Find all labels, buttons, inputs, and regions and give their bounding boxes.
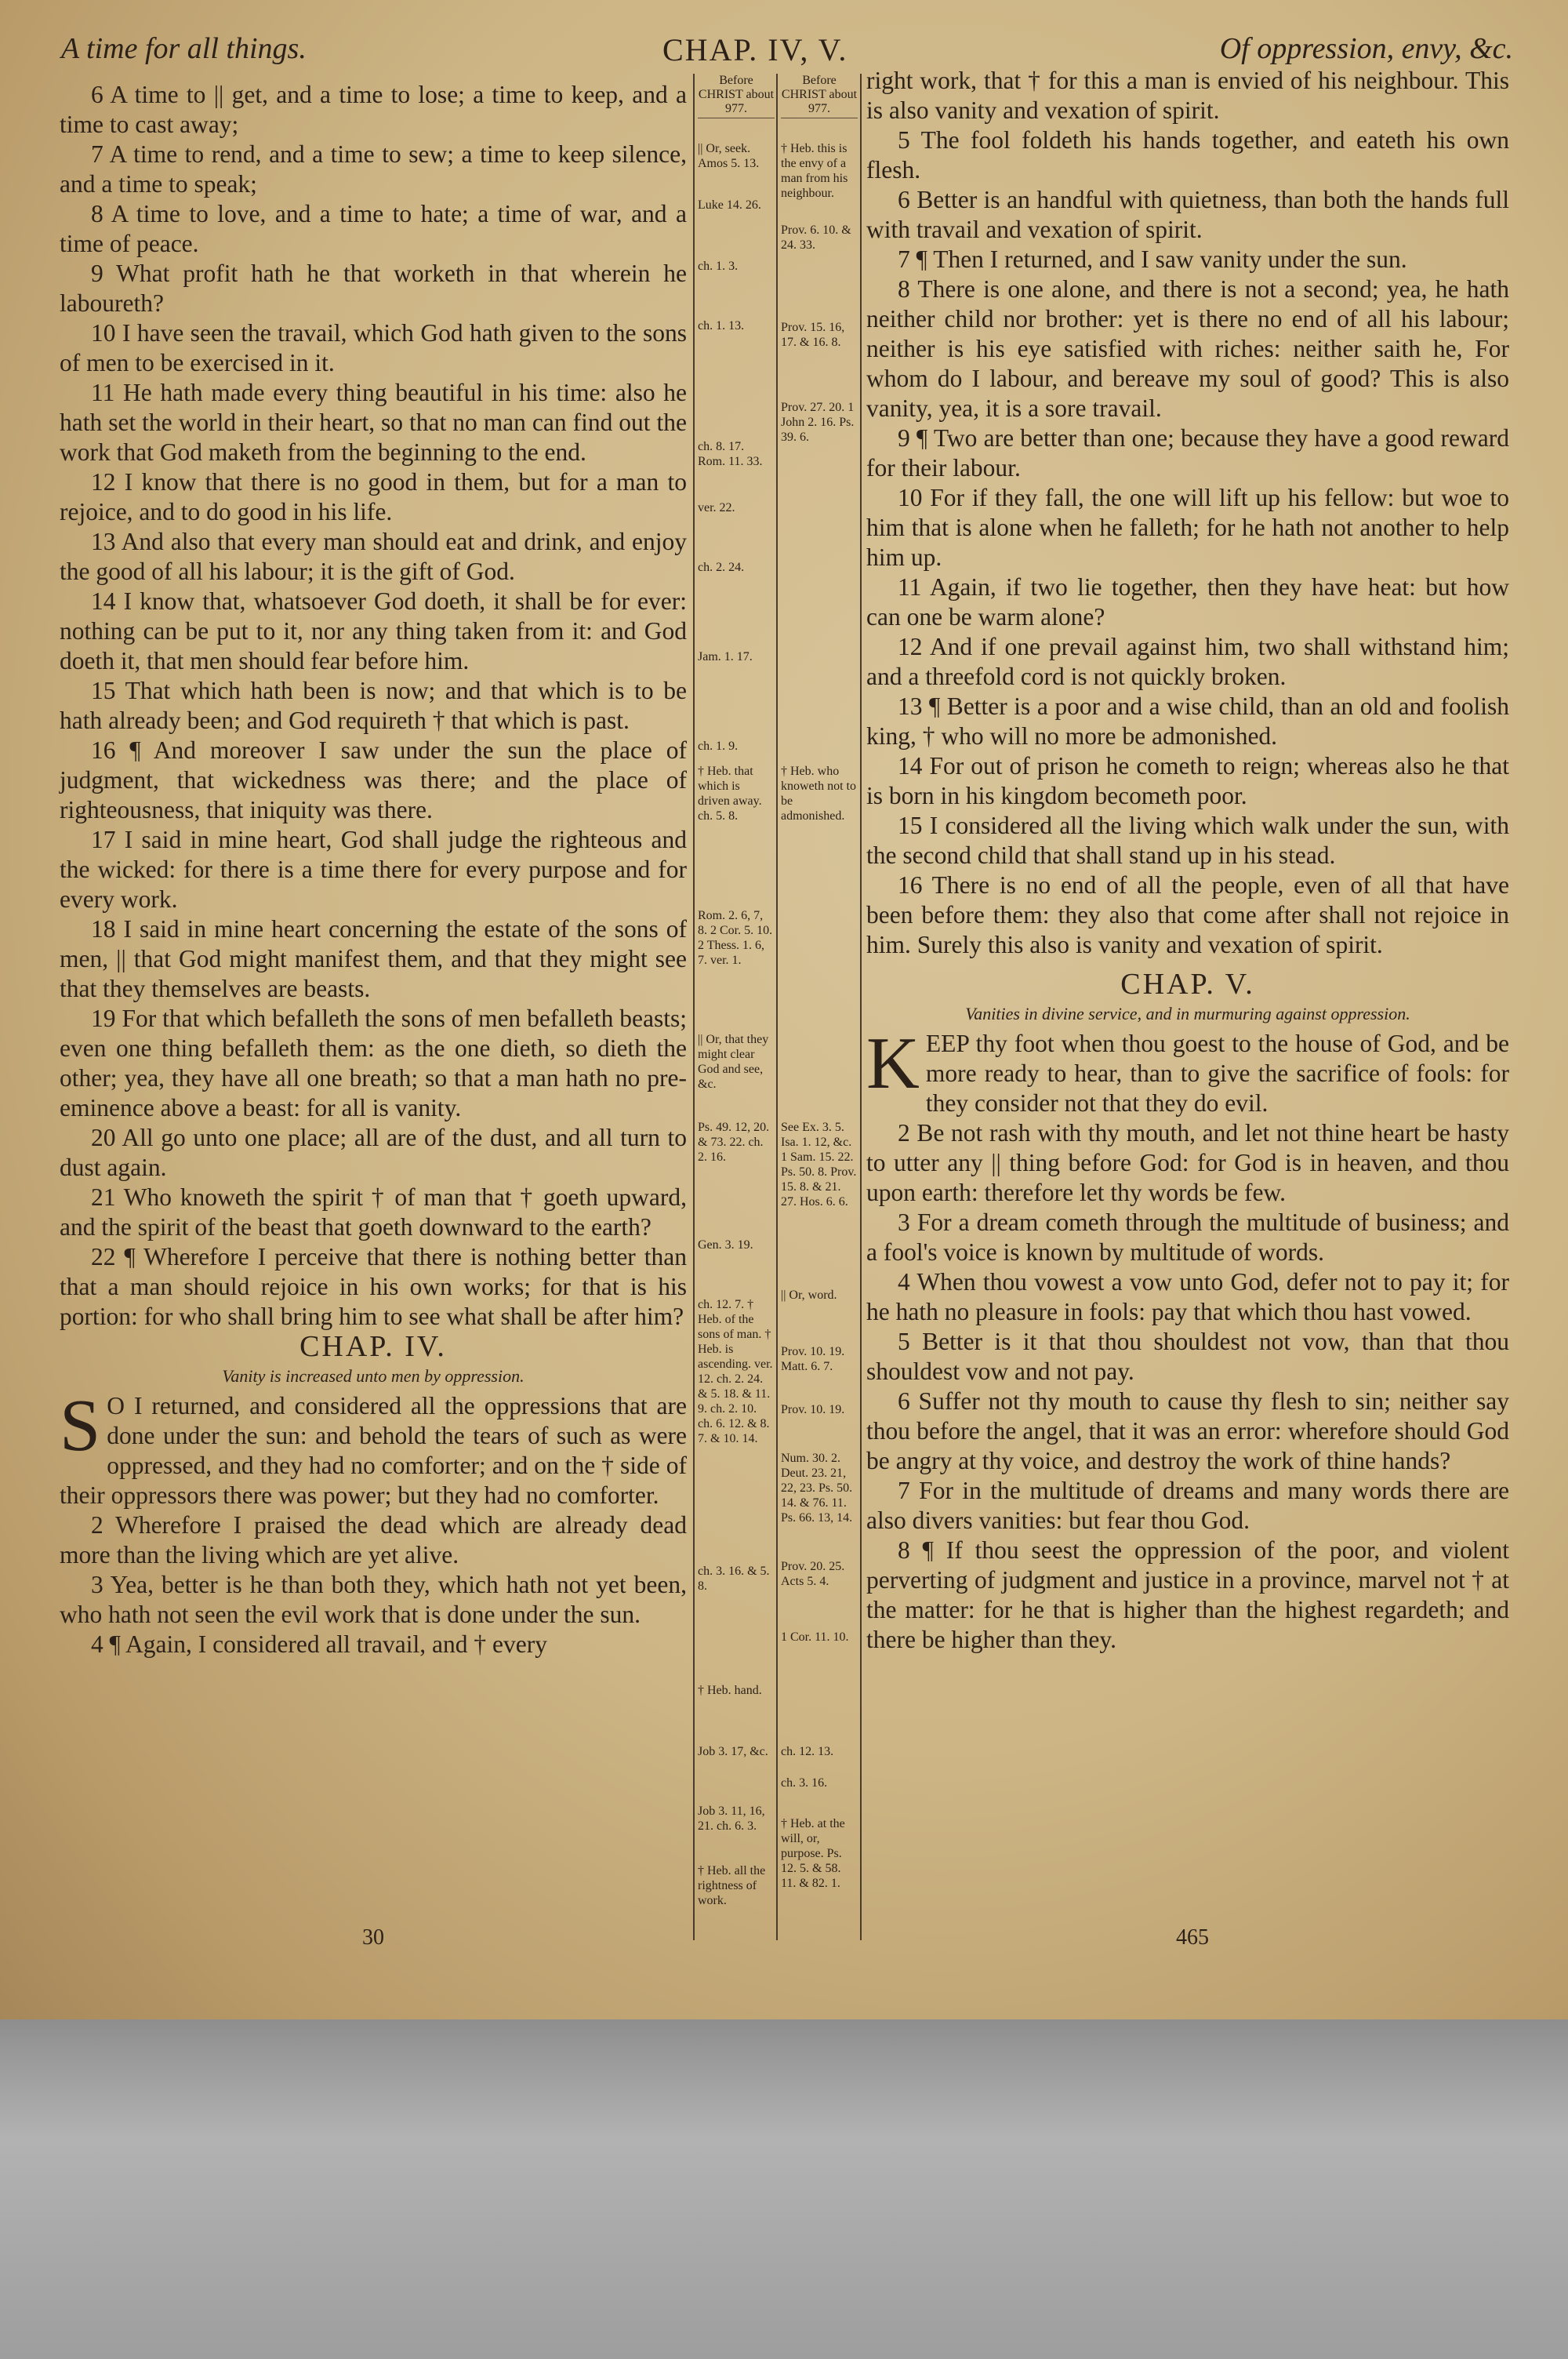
margin-note: † Heb. all the rightness of work. — [698, 1864, 766, 1907]
verse: 13 And also that every man should eat and drink, and enjoy the good of all his labour; it is the gift of God. — [60, 528, 687, 585]
verse: 9 ¶ Two are better than one; because they have a good reward for their labour. — [866, 424, 1509, 482]
verse: 6 Suffer not thy mouth to cause thy flesh to sin; neither say thou before the angel, that it was an error: wherefore should God be angry at thy voice, and destroy the work of thine hands? — [866, 1387, 1509, 1474]
margin-note: † Heb. this is the envy of a man from his neighbour. — [781, 142, 848, 200]
margin-note: || Or, seek. Amos 5. 13. — [698, 142, 760, 170]
verse: 10 For if they fall, the one will lift up his fellow: but woe to him that is alone when he falleth; for he hath not another to help him up. — [866, 484, 1509, 571]
column-rule — [776, 74, 778, 1940]
margin-note: ch. 12. 7. † Heb. of the sons of man. † Heb. is ascending. ver. 12. ch. 2. 24. & 5. 18. & 11. 9. ch. 2. 10. ch. 6. 12. & 8. 7. & 10. 14. — [698, 1298, 773, 1445]
margin-note: † Heb. that which is driven away. ch. 5. 8. — [698, 765, 762, 823]
verse: 19 For that which befalleth the sons of men befalleth beasts; even one thing befalleth them: as the one dieth, so dieth the other; yea, they have all one breath; so that a man hath no pre-eminence above a beast: for all is vanity. — [60, 1005, 687, 1121]
running-head-right: Of oppression, envy, &c. — [1219, 32, 1513, 65]
verse-first — [866, 1023, 1509, 1118]
margin-note: † Heb. at the will, or, purpose. Ps. 12. 5. & 58. 11. & 82. 1. — [781, 1817, 845, 1890]
verse: 5 The fool foldeth his hands together, and eateth his own flesh. — [866, 126, 1509, 184]
verse: 2 Be not rash with thy mouth, and let not thine heart be hasty to utter any || thing before God: for God is in heaven, and thou upon earth: therefore let thy words be few. — [866, 1119, 1509, 1206]
verse: 4 When thou vowest a vow unto God, defer not to pay it; for he hath no pleasure in fools: pay that which thou hast vowed. — [866, 1268, 1509, 1325]
verse: 14 For out of prison he cometh to reign; whereas also he that is born in his kingdom becometh poor. — [866, 752, 1509, 809]
verse: 4 ¶ Again, I considered all travail, and † every — [91, 1630, 547, 1658]
verse: 17 I said in mine heart, God shall judge the righteous and the wicked: for there is a time there for every purpose and for every work. — [60, 826, 687, 913]
margin-notes-right — [781, 74, 858, 1890]
margin-note: Prov. 27. 20. 1 John 2. 16. Ps. 39. 6. — [781, 401, 855, 444]
verse: 12 And if one prevail against him, two shall withstand him; and a threefold cord is not quickly broken. — [866, 633, 1509, 690]
verse: 10 I have seen the travail, which God hath given to the sons of men to be exercised in it. — [60, 319, 687, 376]
verse: 15 I considered all the living which walk under the sun, with the second child that shall stand up in his stead. — [866, 812, 1509, 869]
margin-note: || Or, that they might clear God and see, &c. — [698, 1033, 769, 1091]
verse: 18 I said in mine heart concerning the estate of the sons of men, || that God might manifest them, and that they might see that they themselves are beasts. — [60, 915, 687, 1002]
chapter-heading: CHAP. IV. — [299, 1330, 447, 1363]
margin-note: ch. 8. 17. Rom. 11. 33. — [698, 440, 763, 468]
margin-note: ch. 12. 13. — [781, 1745, 834, 1758]
margin-note: Jam. 1. 17. — [698, 650, 753, 663]
verse: 11 He hath made every thing beautiful in his time: also he hath set the world in their heart, so that no man can find out the work that God maketh from the beginning to the end. — [60, 379, 687, 466]
page-number-left: 30 — [362, 1925, 384, 1950]
margin-note: See Ex. 3. 5. Isa. 1. 12, &c. 1 Sam. 15. 22. Ps. 50. 8. Prov. 15. 8. & 21. 27. Hos. 6. 6. — [781, 1121, 857, 1209]
margin-notes-left — [698, 74, 775, 1907]
margin-note: † Heb. who knoweth not to be admonished. — [781, 765, 856, 823]
right-text-column — [866, 66, 1509, 1655]
column-rule — [860, 74, 862, 1940]
margin-note: Luke 14. 26. — [698, 198, 761, 212]
margin-note: Prov. 6. 10. & 24. 33. — [781, 224, 851, 252]
verse: 3 For a dream cometh through the multitude of business; and a fool's voice is known by multitude of words. — [866, 1209, 1509, 1266]
margin-note: ch. 1. 3. — [698, 260, 739, 273]
verse: 11 Again, if two lie together, then they have heat: but how can one be warm alone? — [866, 573, 1509, 631]
margin-note: Rom. 2. 6, 7, 8. 2 Cor. 5. 10. 2 Thess. 1. 6, 7. ver. 1. — [698, 909, 773, 967]
chapter-summary: Vanity is increased unto men by oppression. — [222, 1366, 524, 1386]
margin-note: ver. 22. — [698, 501, 735, 514]
running-head-center: CHAP. IV, V. — [662, 32, 848, 67]
background-surface — [0, 2019, 1568, 2359]
verse: 7 For in the multitude of dreams and many words there are also divers vanities: but fear thou God. — [866, 1477, 1509, 1534]
margin-note: Num. 30. 2. Deut. 23. 21, 22, 23. Ps. 50. 14. & 76. 11. Ps. 66. 13, 14. — [781, 1452, 853, 1525]
margin-note: ch. 1. 13. — [698, 319, 745, 333]
verse: 9 What profit hath he that worketh in that wherein he laboureth? — [60, 260, 687, 317]
verse: 22 ¶ Wherefore I perceive that there is nothing better than that a man should rejoice in his own works; for that is his portion: for who shall bring him to see what shall be after him? — [60, 1243, 687, 1330]
margin-note: ch. 1. 9. — [698, 740, 739, 753]
left-text-column — [60, 80, 687, 1659]
verse: 15 That which hath been is now; and that which is to be hath already been; and God requireth † that which is past. — [60, 677, 687, 734]
margin-note: ch. 2. 24. — [698, 561, 745, 574]
verse: 8 There is one alone, and there is not a second; yea, he hath neither child nor brother: yet is there no end of all his labour; neither is his eye satisfied with riches: neither saith he, For whom do I labour, and bereave my soul of good? This is also vanity, yea, it is a sore travail. — [866, 275, 1509, 422]
margin-note: Prov. 10. 19. — [781, 1403, 845, 1416]
verse: 8 ¶ If thou seest the oppression of the poor, and violent perverting of judgment and justice in a province, marvel not † at the matter: for he that is higher than the highest regardeth; and there be higher than they. — [866, 1536, 1509, 1653]
page-number-right: 465 — [1176, 1925, 1209, 1950]
margin-note: Prov. 20. 25. Acts 5. 4. — [781, 1560, 845, 1588]
verse: right work, that † for this a man is envied of his neighbour. This is also vanity and vexation of spirit. — [866, 67, 1509, 124]
verse: 13 ¶ Better is a poor and a wise child, than an old and foolish king, † who will no more be admonished. — [866, 692, 1509, 750]
margin-header: Before CHRIST about 977. — [698, 74, 775, 118]
drop-cap: S — [60, 1385, 101, 1467]
verse-first — [60, 1385, 687, 1510]
verse: 5 Better is it that thou shouldest not vow, than that thou shouldest vow and not pay. — [866, 1328, 1509, 1385]
verse: 7 A time to rend, and a time to sew; a time to keep silence, and a time to speak; — [60, 140, 687, 198]
verse-text: EEP thy foot when thou goest to the house of God, and be more ready to hear, than to give the sacrifice of fools: for they consider not that they do evil. — [925, 1030, 1509, 1117]
verse: 16 ¶ And moreover I saw under the sun the place of judgment, that wickedness was there; and the place of righteousness, that iniquity was there. — [60, 736, 687, 823]
column-rule — [693, 74, 695, 1940]
verse: 12 I know that there is no good in them, but for a man to rejoice, and to do good in his life. — [60, 468, 687, 525]
margin-note: || Or, word. — [781, 1289, 837, 1302]
verse-text: O I returned, and considered all the oppressions that are done under the sun: and behold the tears of such as were oppressed, and they had no comforter; and on the † side of their oppressors there was power; but they had no comforter. — [60, 1392, 687, 1509]
margin-note: Prov. 10. 19. Matt. 6. 7. — [781, 1345, 845, 1373]
verse: 7 ¶ Then I returned, and I saw vanity under the sun. — [898, 245, 1407, 273]
chapter-summary: Vanities in divine service, and in murmuring against oppression. — [965, 1004, 1410, 1023]
margin-note: Ps. 49. 12, 20. & 73. 22. ch. 2. 16. — [698, 1121, 770, 1164]
verse: 6 Better is an handful with quietness, than both the hands full with travail and vexation of spirit. — [866, 186, 1509, 243]
margin-note: Prov. 15. 16, 17. & 16. 8. — [781, 321, 845, 349]
margin-note: ch. 3. 16. — [781, 1776, 828, 1790]
verse: 21 Who knoweth the spirit † of man that † goeth upward, and the spirit of the beast that goeth downward to the earth? — [60, 1183, 687, 1241]
chapter-heading: CHAP. V. — [1120, 968, 1255, 1001]
margin-note: Gen. 3. 19. — [698, 1238, 753, 1252]
margin-header: Before CHRIST about 977. — [781, 74, 858, 118]
margin-note: † Heb. hand. — [698, 1684, 762, 1697]
verse: 6 A time to || get, and a time to lose; a time to keep, and a time to cast away; — [60, 81, 687, 138]
margin-note: Job 3. 11, 16, 21. ch. 6. 3. — [698, 1805, 765, 1833]
verse: 8 A time to love, and a time to hate; a time of war, and a time of peace. — [60, 200, 687, 257]
verse: 3 Yea, better is he than both they, which hath not yet been, who hath not seen the evil work that is done under the sun. — [60, 1571, 687, 1628]
verse: 16 There is no end of all the people, even of all that have been before them: they also that come after shall not rejoice in him. Surely this also is vanity and vexation of spirit. — [866, 871, 1509, 958]
drop-cap: K — [866, 1023, 920, 1104]
margin-note: 1 Cor. 11. 10. — [781, 1630, 849, 1644]
margin-note: ch. 3. 16. & 5. 8. — [698, 1565, 770, 1593]
verse: 20 All go unto one place; all are of the dust, and all turn to dust again. — [60, 1124, 687, 1181]
verse: 2 Wherefore I praised the dead which are already dead more than the living which are yet alive. — [60, 1511, 687, 1568]
verse: 14 I know that, whatsoever God doeth, it shall be for ever: nothing can be put to it, nor any thing taken from it: and God doeth it, that men should fear before him. — [60, 587, 687, 674]
margin-note: Job 3. 17, &c. — [698, 1745, 768, 1758]
running-head-left: A time for all things. — [61, 32, 307, 65]
